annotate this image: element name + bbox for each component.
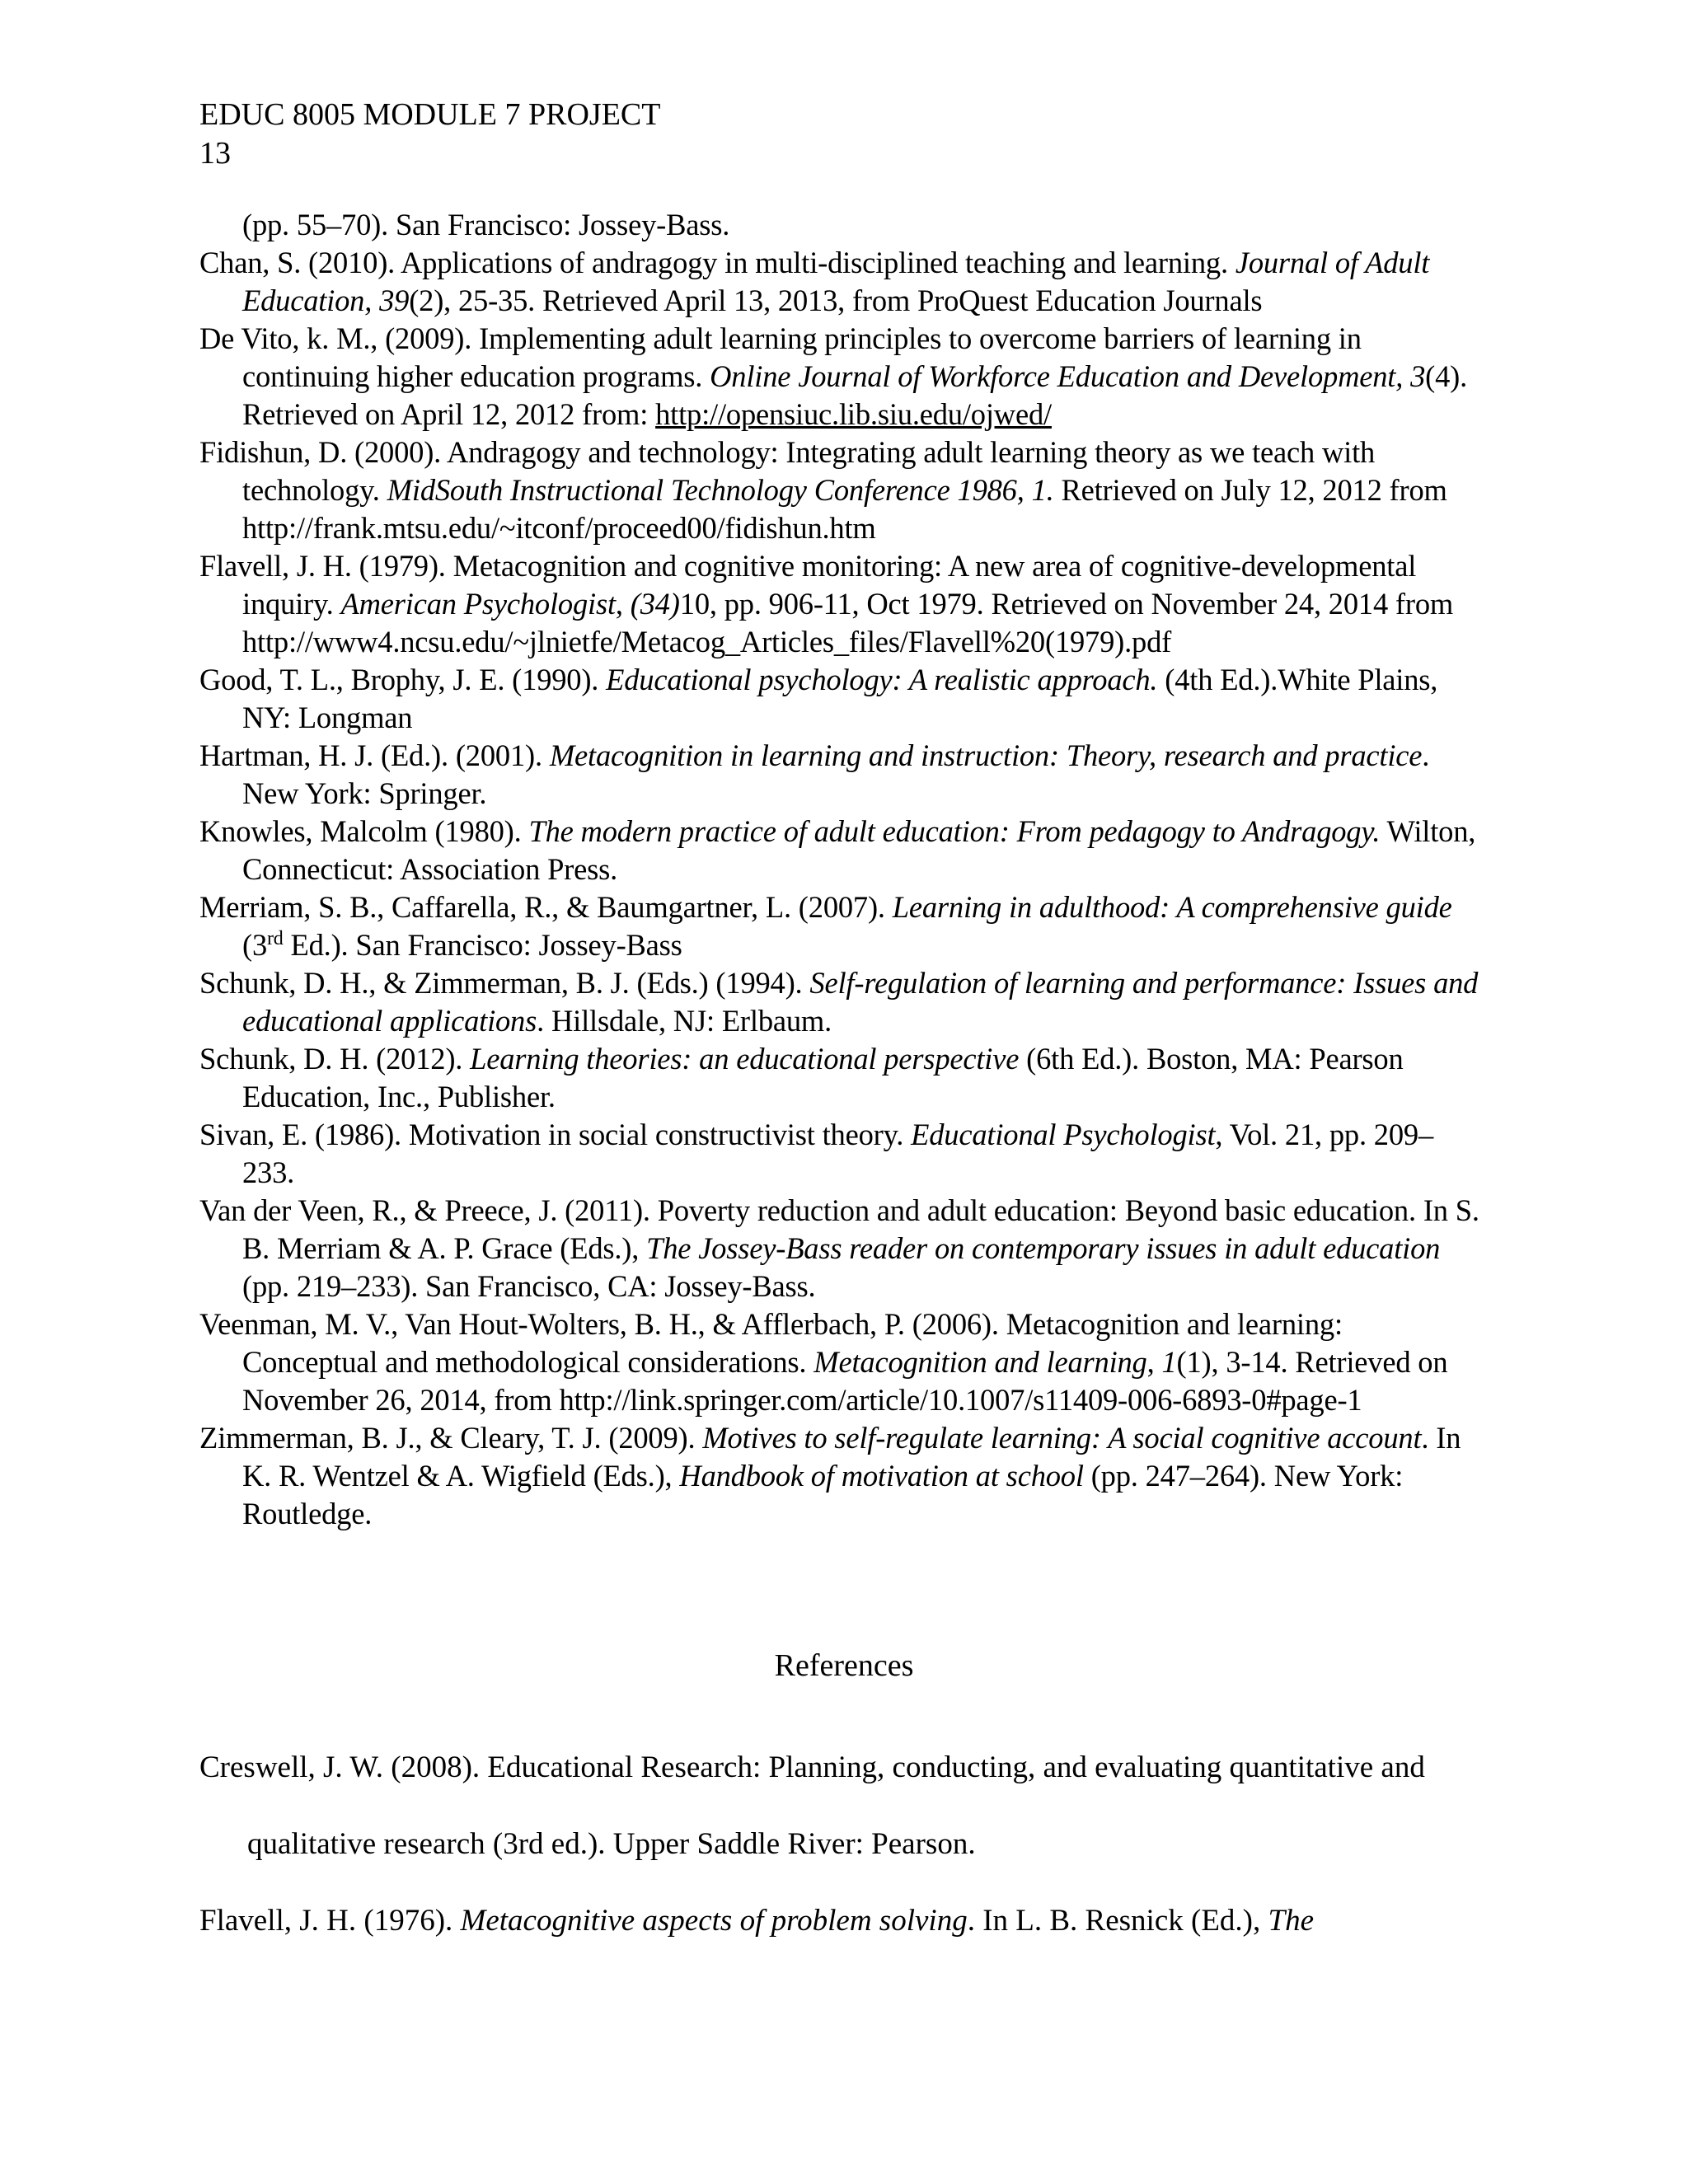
reference-text: . In K. R. Wentzel & A. Wigfield (Eds.), (242, 1421, 1461, 1493)
reference-text: (1), 3-14. Retrieved on November 26, 2014, from http://link.springer.com/article/10.1007/s11409-006-6893-0#page-1 (242, 1345, 1448, 1417)
reference-entry (199, 1729, 1485, 1882)
reference-text: Metacognition and learning (814, 1345, 1147, 1379)
reference-text: (3 (242, 928, 268, 962)
reference-text: Self-regulation of learning and performance: Issues and educational applications (242, 966, 1479, 1038)
reference-entry (199, 206, 1485, 244)
reference-text: (pp. 55–70). San Francisco: Jossey-Bass. (242, 208, 730, 241)
reference-text: Merriam, S. B., Caffarella, R., & Baumgartner, L. (2007). (199, 890, 893, 924)
reference-text: MidSouth Instructional Technology Conference 1986, 1. (387, 473, 1054, 507)
reference-text: , (1146, 1345, 1162, 1379)
reference-text: Van der Veen, R., & Preece, J. (2011). Poverty reduction and adult education: Beyond basic education. In S. B. Merriam & A. P. Grace (Eds.), (199, 1193, 1479, 1265)
reference-text: . Hillsdale, NJ: Erlbaum. (537, 1004, 832, 1038)
reference-text: Hartman, H. J. (Ed.). (2001). (199, 738, 550, 772)
reference-text: (pp. 247–264). New York: Routledge. (242, 1459, 1404, 1530)
reference-entry (199, 964, 1485, 1040)
reference-text: 10, pp. 906-11, Oct 1979. Retrieved on November 24, 2014 from http://www4.ncsu.edu/~jlnietfe/Metacog_Articles_files/Flavell%20(1979).pdf (242, 587, 1454, 658)
reference-entry (199, 1419, 1485, 1533)
reference-text: Wilton, Connecticut: Association Press. (242, 814, 1476, 886)
reference-text: (4th Ed.).White Plains, NY: Longman (242, 663, 1438, 734)
reference-text: Metacognition in learning and instruction: Theory, research and practice (549, 738, 1423, 772)
reference-text: Learning in adulthood: A comprehensive guide (892, 890, 1452, 924)
reference-entry (199, 661, 1485, 737)
reference-text: Educational Psychologist (911, 1118, 1216, 1151)
reference-text: , Vol. 21, pp. 209–233. (242, 1118, 1434, 1189)
reference-link: http://opensiuc.lib.siu.edu/ojwed/ (655, 397, 1052, 431)
reference-text: Flavell, J. H. (1979). Metacognition and cognitive monitoring: A new area of cognitive-developmental inquiry. (199, 549, 1417, 621)
reference-text: Schunk, D. H. (2012). (199, 1042, 471, 1076)
reference-text: Journal of Adult Education, 39 (242, 246, 1430, 317)
reference-text: Metacognitive aspects of problem solving (460, 1904, 968, 1938)
reference-text: . In L. B. Resnick (Ed.), (967, 1904, 1268, 1938)
reference-entry (199, 1305, 1485, 1419)
reference-text: Flavell, J. H. (1976). (199, 1904, 461, 1938)
reference-text: (pp. 219–233). San Francisco, CA: Jossey-Bass. (242, 1269, 816, 1303)
reference-text: rd (267, 927, 284, 949)
reference-text: Fidishun, D. (2000). Andragogy and technology: Integrating adult learning theory as we teach with technology. (199, 435, 1376, 507)
reference-entry (199, 1192, 1485, 1305)
reference-entry (199, 434, 1485, 547)
reference-entry (199, 320, 1485, 434)
reference-text: (34) (630, 587, 680, 621)
reference-entry (199, 1116, 1485, 1192)
reference-entry (199, 547, 1485, 661)
reference-text: Schunk, D. H., & Zimmerman, B. J. (Eds.) (1994). (199, 966, 810, 1000)
reference-text: Veenman, M. V., Van Hout-Wolters, B. H., & Afflerbach, P. (2006). Metacognition and learning: Conceptual and methodological considerations. (199, 1307, 1343, 1379)
reference-text: (4). Retrieved on April 12, 2012 from: (242, 359, 1468, 431)
reference-text: Good, T. L., Brophy, J. E. (1990). (199, 663, 607, 696)
reference-text: American Psychologist (340, 587, 616, 621)
reference-entry (199, 737, 1485, 813)
reference-entry (199, 1040, 1485, 1116)
reference-list-secondary (199, 1729, 1485, 1959)
reference-text: The (1268, 1904, 1314, 1938)
reference-text: Online Journal of Workforce Education and Development, 3 (710, 359, 1426, 393)
running-header (199, 96, 660, 173)
reference-text: Learning theories: an educational perspective (470, 1042, 1020, 1076)
reference-text: Zimmerman, B. J., & Cleary, T. J. (2009). (199, 1421, 703, 1455)
reference-text: , (615, 587, 631, 621)
reference-entry (199, 813, 1485, 888)
header-page-number: 13 (199, 136, 231, 171)
reference-list (199, 206, 1485, 1533)
reference-text: De Vito, k. M., (2009). Implementing adult learning principles to overcome barriers of learning in continuing higher education programs. (199, 321, 1362, 393)
reference-entry (199, 888, 1485, 964)
reference-text: The Jossey-Bass reader on contemporary issues in adult education (646, 1231, 1441, 1265)
header-title: EDUC 8005 MODULE 7 PROJECT (199, 97, 661, 132)
reference-text: Chan, S. (2010). Applications of andragogy in multi-disciplined teaching and learning. (199, 246, 1236, 279)
reference-text: Motives to self-regulate learning: A social cognitive account (702, 1421, 1422, 1455)
reference-text: Ed.). San Francisco: Jossey-Bass (283, 928, 682, 962)
reference-text: Knowles, Malcolm (1980). (199, 814, 529, 848)
reference-text: (2), 25-35. Retrieved April 13, 2013, from ProQuest Education Journals (409, 284, 1263, 317)
reference-text: Sivan, E. (1986). Motivation in social constructivist theory. (199, 1118, 912, 1151)
reference-text: The modern practice of adult education: From pedagogy to Andragogy. (528, 814, 1381, 848)
reference-text: (6th Ed.). Boston, MA: Pearson Education, Inc., Publisher. (242, 1042, 1404, 1113)
reference-text: Creswell, J. W. (2008). Educational Research: Planning, conducting, and evaluating quantitative and qualitative research (3rd ed.). Upper Saddle River: Pearson. (199, 1750, 1425, 1861)
reference-text: . New York: Springer. (242, 738, 1430, 810)
reference-text: Handbook of motivation at school (679, 1459, 1084, 1493)
reference-text: 1 (1161, 1345, 1177, 1379)
reference-text: Retrieved on July 12, 2012 from http://frank.mtsu.edu/~itconf/proceed00/fidishun.htm (242, 473, 1447, 545)
references-heading: References (774, 1648, 914, 1683)
reference-text: Educational psychology: A realistic approach. (606, 663, 1158, 696)
reference-entry (199, 244, 1485, 320)
reference-entry (199, 1882, 1485, 1959)
